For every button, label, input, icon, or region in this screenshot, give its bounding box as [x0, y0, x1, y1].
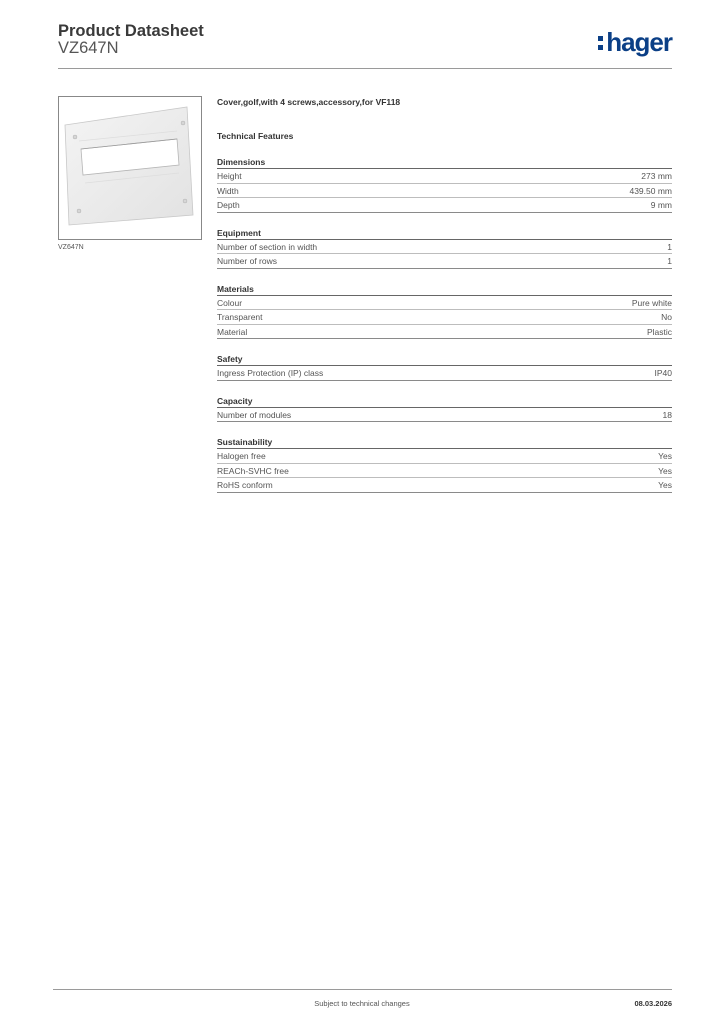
logo-text: hager — [606, 27, 672, 57]
section-equipment — [217, 227, 672, 269]
spec-value: 273 mm — [641, 171, 672, 181]
footer-divider — [53, 989, 672, 990]
page-header — [58, 22, 672, 70]
spec-value: 439.50 mm — [629, 185, 672, 196]
spec-row — [217, 240, 672, 255]
spec-row — [217, 449, 672, 464]
spec-value: 1 — [667, 241, 672, 252]
section-capacity — [217, 395, 672, 423]
section-title: Safety — [217, 353, 672, 366]
section-title: Dimensions — [217, 156, 672, 169]
spec-row — [217, 310, 672, 325]
spec-label: Number of modules — [217, 409, 292, 420]
spec-label: Width — [217, 185, 239, 196]
spec-label: Colour — [217, 297, 243, 308]
footer-date: 08.03.2026 — [634, 999, 672, 1008]
product-description: Cover,golf,with 4 screws,accessory,for VF118 — [217, 97, 401, 107]
spec-label: Material — [217, 326, 248, 337]
section-title: Sustainability — [217, 436, 672, 449]
hager-logo — [598, 28, 672, 56]
image-caption: VZ647N — [58, 244, 84, 251]
spec-value: IP40 — [654, 368, 672, 378]
spec-value: 9 mm — [650, 200, 672, 210]
spec-row — [217, 408, 672, 423]
spec-label: Height — [217, 171, 242, 181]
spec-value: Yes — [658, 480, 672, 490]
section-title: Capacity — [217, 395, 672, 408]
spec-value: Yes — [658, 451, 672, 461]
spec-row — [217, 296, 672, 311]
spec-label: REACh-SVHC free — [217, 465, 289, 476]
spec-row — [217, 198, 672, 213]
spec-value: Plastic — [646, 326, 672, 337]
technical-features-title: Technical Features — [217, 131, 294, 141]
section-dimensions — [217, 156, 672, 213]
spec-row — [217, 464, 672, 479]
spec-label: Number of section in width — [217, 241, 318, 252]
section-title: Equipment — [217, 227, 672, 240]
spec-row — [217, 254, 672, 269]
spec-value: Yes — [658, 465, 672, 476]
section-materials — [217, 283, 672, 340]
spec-label: Halogen free — [217, 451, 266, 461]
section-safety — [217, 353, 672, 381]
spec-row — [217, 325, 672, 340]
product-code-heading: VZ647N — [58, 39, 119, 57]
spec-row — [217, 184, 672, 199]
spec-value: 1 — [667, 256, 672, 266]
feature-sections — [217, 156, 672, 493]
logo-dots-icon — [598, 36, 603, 50]
section-title: Materials — [217, 283, 672, 296]
spec-value: No — [661, 312, 672, 322]
spec-row — [217, 478, 672, 493]
datasheet-content — [217, 96, 672, 493]
document-title: Product Datasheet — [58, 22, 204, 40]
spec-value: 18 — [662, 409, 672, 420]
footer-note: Subject to technical changes — [314, 999, 410, 1008]
spec-value: Pure white — [631, 297, 672, 308]
spec-label: Number of rows — [217, 256, 277, 266]
header-divider — [58, 68, 672, 69]
spec-label: Ingress Protection (IP) class — [217, 368, 324, 378]
spec-row — [217, 366, 672, 381]
section-sustainability — [217, 436, 672, 493]
spec-label: Transparent — [217, 312, 263, 322]
spec-label: RoHS conform — [217, 480, 273, 490]
cover-plate-image — [59, 97, 201, 239]
product-image-frame — [58, 96, 202, 240]
spec-label: Depth — [217, 200, 240, 210]
spec-row — [217, 169, 672, 184]
